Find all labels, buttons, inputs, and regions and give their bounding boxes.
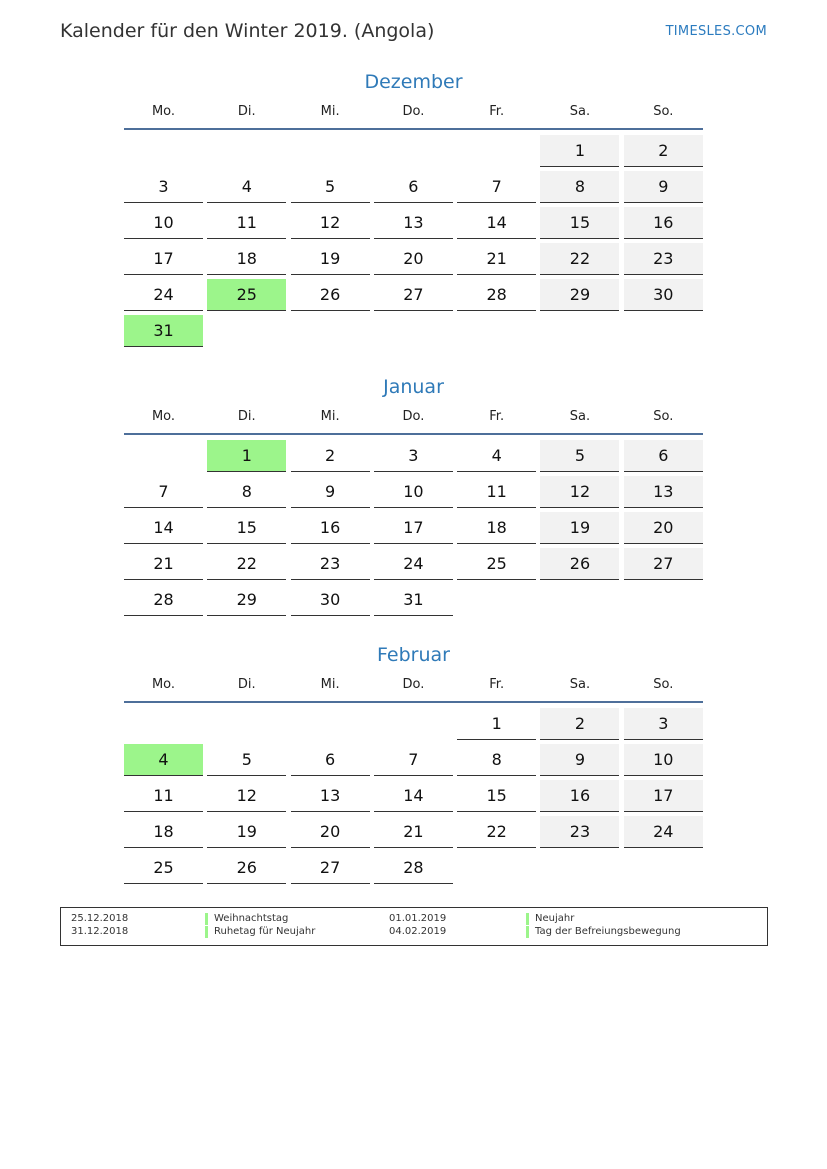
day-cell[interactable]: 17	[374, 512, 453, 544]
weekend-day-cell[interactable]: 26	[540, 548, 619, 580]
day-cell[interactable]: 6	[374, 171, 453, 203]
page-title: Kalender für den Winter 2019. (Angola)	[60, 20, 435, 42]
legend-holiday-name: Tag der Befreiungsbewegung	[526, 926, 681, 938]
weekday-label: Sa.	[569, 677, 591, 692]
day-cell[interactable]: 21	[124, 548, 203, 580]
weekday-label: Fr.	[489, 677, 505, 692]
weekday-label: Di.	[237, 677, 256, 692]
weekend-day-cell[interactable]: 20	[624, 512, 703, 544]
legend-row	[61, 913, 767, 926]
day-cell[interactable]: 8	[207, 476, 286, 508]
weekday-label: Do.	[402, 677, 425, 692]
day-cell[interactable]: 10	[124, 207, 203, 239]
weekend-day-cell[interactable]: 17	[624, 780, 703, 812]
empty-day-cell	[457, 135, 536, 167]
weekday-header-row	[124, 409, 703, 435]
weekend-day-cell[interactable]: 24	[624, 816, 703, 848]
weekend-day-cell[interactable]: 27	[624, 548, 703, 580]
day-cell[interactable]: 8	[457, 744, 536, 776]
day-cell[interactable]: 25	[457, 548, 536, 580]
day-cell[interactable]: 10	[374, 476, 453, 508]
day-cell[interactable]: 11	[457, 476, 536, 508]
day-cell[interactable]: 20	[291, 816, 370, 848]
day-cell[interactable]: 28	[124, 584, 203, 616]
weekend-day-cell[interactable]: 9	[624, 171, 703, 203]
day-cell[interactable]: 29	[207, 584, 286, 616]
weekend-day-cell[interactable]: 19	[540, 512, 619, 544]
day-cell[interactable]: 1	[457, 708, 536, 740]
weekend-day-cell[interactable]: 2	[624, 135, 703, 167]
day-cell[interactable]: 21	[374, 816, 453, 848]
day-cell[interactable]: 22	[207, 548, 286, 580]
weekend-day-cell[interactable]: 9	[540, 744, 619, 776]
day-cell[interactable]: 19	[291, 243, 370, 275]
weekend-day-cell[interactable]: 3	[624, 708, 703, 740]
day-cell[interactable]: 13	[291, 780, 370, 812]
weekend-day-cell[interactable]: 5	[540, 440, 619, 472]
day-cell[interactable]: 28	[457, 279, 536, 311]
empty-day-cell	[207, 135, 286, 167]
day-cell[interactable]: 17	[124, 243, 203, 275]
weekday-label: So.	[653, 677, 674, 692]
weekday-label: Fr.	[489, 104, 505, 119]
holiday-day-cell[interactable]: 4	[124, 744, 203, 776]
weekday-label: Mi.	[320, 677, 340, 692]
weekend-day-cell[interactable]: 30	[624, 279, 703, 311]
weekday-label: Fr.	[489, 409, 505, 424]
day-cell[interactable]: 3	[374, 440, 453, 472]
weekday-label: So.	[653, 104, 674, 119]
weekday-label: Di.	[237, 104, 256, 119]
days-grid	[124, 708, 703, 884]
day-cell[interactable]: 14	[124, 512, 203, 544]
day-cell[interactable]: 13	[374, 207, 453, 239]
legend-holiday-name: Neujahr	[526, 913, 574, 925]
day-cell[interactable]: 4	[207, 171, 286, 203]
weekend-day-cell[interactable]: 12	[540, 476, 619, 508]
weekend-day-cell[interactable]: 16	[540, 780, 619, 812]
weekend-day-cell[interactable]: 23	[624, 243, 703, 275]
empty-day-cell	[374, 135, 453, 167]
days-grid	[124, 135, 703, 347]
day-cell[interactable]: 15	[457, 780, 536, 812]
day-cell[interactable]: 2	[291, 440, 370, 472]
legend-holiday-name: Weihnachtstag	[205, 913, 288, 925]
day-cell[interactable]: 4	[457, 440, 536, 472]
day-cell[interactable]: 19	[207, 816, 286, 848]
weekday-label: Sa.	[569, 104, 591, 119]
month-januar	[124, 373, 703, 616]
month-title: Februar	[377, 644, 450, 666]
weekend-day-cell[interactable]: 10	[624, 744, 703, 776]
day-cell[interactable]: 12	[207, 780, 286, 812]
day-cell[interactable]: 18	[124, 816, 203, 848]
day-cell[interactable]: 9	[291, 476, 370, 508]
empty-day-cell	[124, 708, 203, 740]
day-cell[interactable]: 21	[457, 243, 536, 275]
day-cell[interactable]: 27	[291, 852, 370, 884]
brand-link[interactable]: TIMESLES.COM	[665, 24, 767, 39]
weekend-day-cell[interactable]: 6	[624, 440, 703, 472]
weekday-header-row	[124, 104, 703, 130]
day-cell[interactable]: 7	[374, 744, 453, 776]
legend-date: 31.12.2018	[71, 926, 129, 937]
weekend-day-cell[interactable]: 16	[624, 207, 703, 239]
day-cell[interactable]: 31	[374, 584, 453, 616]
day-cell[interactable]: 30	[291, 584, 370, 616]
holiday-legend	[60, 907, 768, 946]
legend-date: 01.01.2019	[389, 913, 447, 924]
weekend-day-cell[interactable]: 22	[540, 243, 619, 275]
legend-date: 25.12.2018	[71, 913, 129, 924]
day-cell[interactable]: 14	[374, 780, 453, 812]
day-cell[interactable]: 11	[207, 207, 286, 239]
empty-day-cell	[374, 708, 453, 740]
weekend-day-cell[interactable]: 1	[540, 135, 619, 167]
empty-day-cell	[207, 708, 286, 740]
weekday-label: Mi.	[320, 409, 340, 424]
day-cell[interactable]: 23	[291, 548, 370, 580]
weekday-label: Mi.	[320, 104, 340, 119]
day-cell[interactable]: 12	[291, 207, 370, 239]
weekend-day-cell[interactable]: 2	[540, 708, 619, 740]
legend-row	[61, 926, 767, 939]
weekday-label: So.	[653, 409, 674, 424]
day-cell[interactable]: 16	[291, 512, 370, 544]
day-cell[interactable]: 3	[124, 171, 203, 203]
day-cell[interactable]: 24	[374, 548, 453, 580]
day-cell[interactable]: 25	[124, 852, 203, 884]
day-cell[interactable]: 26	[291, 279, 370, 311]
weekend-day-cell[interactable]: 15	[540, 207, 619, 239]
month-title: Januar	[383, 376, 444, 398]
day-cell[interactable]: 6	[291, 744, 370, 776]
month-dezember	[124, 68, 703, 347]
day-cell[interactable]: 22	[457, 816, 536, 848]
day-cell[interactable]: 5	[291, 171, 370, 203]
empty-day-cell	[124, 135, 203, 167]
day-cell[interactable]: 24	[124, 279, 203, 311]
weekend-day-cell[interactable]: 29	[540, 279, 619, 311]
month-title: Dezember	[364, 71, 463, 93]
weekend-day-cell[interactable]: 13	[624, 476, 703, 508]
empty-day-cell	[124, 440, 203, 472]
day-cell[interactable]: 27	[374, 279, 453, 311]
empty-day-cell	[291, 708, 370, 740]
empty-day-cell	[291, 135, 370, 167]
day-cell[interactable]: 18	[207, 243, 286, 275]
day-cell[interactable]: 7	[457, 171, 536, 203]
month-februar	[124, 641, 703, 884]
legend-date: 04.02.2019	[389, 926, 447, 937]
weekday-label: Mo.	[151, 409, 176, 424]
day-cell[interactable]: 7	[124, 476, 203, 508]
holiday-day-cell[interactable]: 25	[207, 279, 286, 311]
legend-holiday-name: Ruhetag für Neujahr	[205, 926, 315, 938]
weekday-label: Do.	[402, 104, 425, 119]
weekday-label: Di.	[237, 409, 256, 424]
weekend-day-cell[interactable]: 23	[540, 816, 619, 848]
weekday-label: Do.	[402, 409, 425, 424]
day-cell[interactable]: 14	[457, 207, 536, 239]
weekday-header-row	[124, 677, 703, 703]
day-cell[interactable]: 26	[207, 852, 286, 884]
holiday-day-cell[interactable]: 1	[207, 440, 286, 472]
day-cell[interactable]: 20	[374, 243, 453, 275]
weekday-label: Sa.	[569, 409, 591, 424]
holiday-day-cell[interactable]: 31	[124, 315, 203, 347]
days-grid	[124, 440, 703, 616]
weekday-label: Mo.	[151, 677, 176, 692]
day-cell[interactable]: 18	[457, 512, 536, 544]
day-cell[interactable]: 15	[207, 512, 286, 544]
weekend-day-cell[interactable]: 8	[540, 171, 619, 203]
weekday-label: Mo.	[151, 104, 176, 119]
day-cell[interactable]: 11	[124, 780, 203, 812]
day-cell[interactable]: 28	[374, 852, 453, 884]
day-cell[interactable]: 5	[207, 744, 286, 776]
